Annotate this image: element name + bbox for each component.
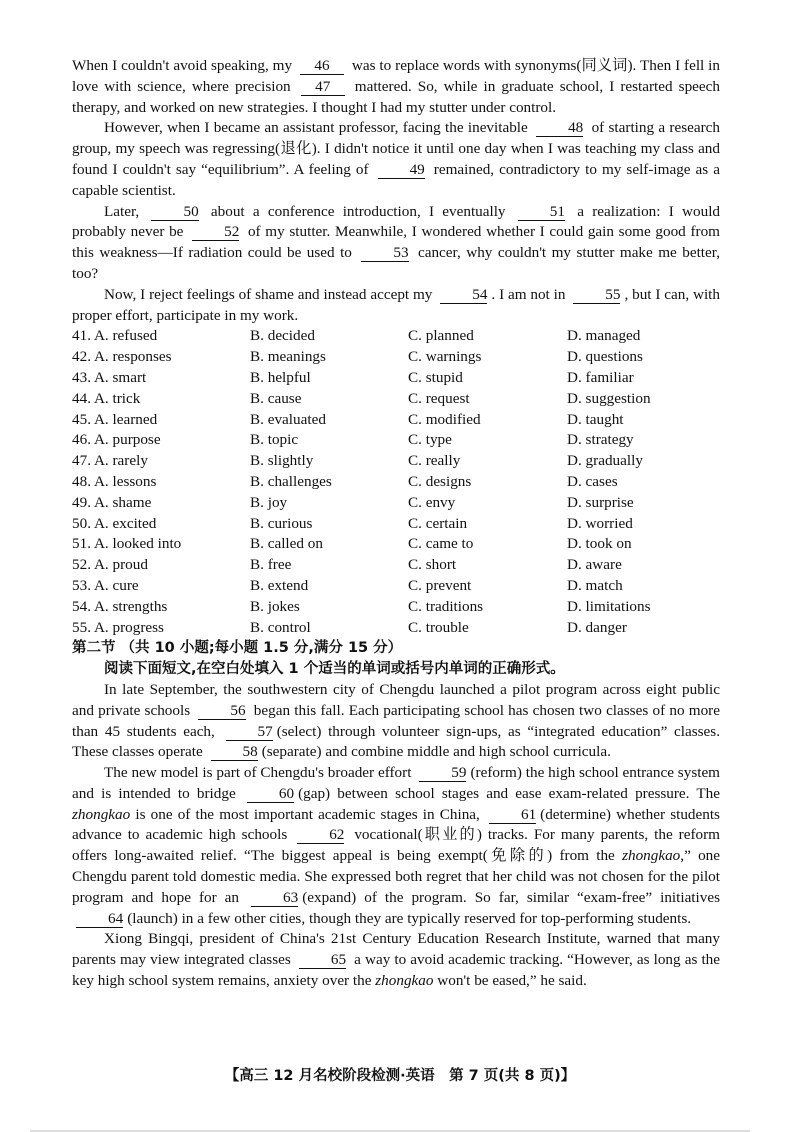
option-choice: D. worried xyxy=(567,514,633,532)
option-row xyxy=(72,472,720,493)
options-table xyxy=(72,326,720,638)
blank-64: 64 xyxy=(76,911,123,928)
option-row xyxy=(72,368,720,389)
blank-54: 54 xyxy=(440,287,487,304)
option-choice: B. decided xyxy=(250,327,315,345)
option-choice: D. match xyxy=(567,576,623,594)
option-choice: 52. A. proud xyxy=(72,556,148,574)
option-choice: B. helpful xyxy=(250,368,311,386)
option-choice: 55. A. progress xyxy=(72,618,164,636)
option-choice: D. strategy xyxy=(567,431,634,449)
option-choice: D. taught xyxy=(567,410,624,428)
option-choice: C. stupid xyxy=(408,368,463,386)
paragraph: In late September, the southwestern city of Chengdu launched a pilot program across eight public and private schools 56 began this fall. Each participating school has chosen two classes of no more than 45 students each, 57 (select) through volunteer sign-ups, as “integrated education” classes. These classes operate 58 (separate) and combine middle and high school curricula. xyxy=(72,680,720,761)
option-choice: C. certain xyxy=(408,514,468,532)
blank-47: 47 xyxy=(301,79,345,96)
option-choice: 49. A. shame xyxy=(72,493,152,511)
italic-term: zhongkao xyxy=(622,847,681,865)
section-2-title: 第二节 （共 10 小题;每小题 1.5 分,满分 15 分） xyxy=(72,640,403,657)
option-choice: D. managed xyxy=(567,327,641,345)
option-choice: C. planned xyxy=(408,327,474,345)
option-choice: B. evaluated xyxy=(250,410,326,428)
blank-65: 65 xyxy=(299,952,346,969)
option-choice: 41. A. refused xyxy=(72,327,158,345)
blank-63: 63 xyxy=(251,890,298,907)
option-choice: 51. A. looked into xyxy=(72,535,182,553)
option-row xyxy=(72,576,720,597)
option-choice: D. familiar xyxy=(567,368,634,386)
option-choice: B. slightly xyxy=(250,452,314,470)
option-row xyxy=(72,597,720,618)
option-choice: C. envy xyxy=(408,493,456,511)
option-choice: B. challenges xyxy=(250,472,332,490)
option-choice: D. aware xyxy=(567,556,622,574)
section-2-instruction: 阅读下面短文,在空白处填入 1 个适当的单词或括号内单词的正确形式。 xyxy=(104,661,565,678)
option-row xyxy=(72,514,720,535)
option-choice: D. gradually xyxy=(567,452,643,470)
option-choice: 44. A. trick xyxy=(72,389,141,407)
option-choice: 50. A. excited xyxy=(72,514,157,532)
option-choice: D. suggestion xyxy=(567,389,651,407)
option-choice: D. surprise xyxy=(567,493,634,511)
blank-62: 62 xyxy=(297,827,344,844)
paragraph: Xiong Bingqi, president of China's 21st Century Education Research Institute, warned that many parents may view integrated classes 65 a way to avoid academic tracking. “However, as long as the key high school system remains, anxiety over the zhongkao won't be eased,” he said. xyxy=(72,930,720,990)
option-row xyxy=(72,430,720,451)
blank-59: 59 xyxy=(419,765,466,782)
fill-in-passage xyxy=(72,680,720,992)
option-row xyxy=(72,347,720,368)
exam-page xyxy=(72,56,720,992)
option-choice: C. short xyxy=(408,556,457,574)
option-row xyxy=(72,326,720,347)
option-choice: B. extend xyxy=(250,576,309,594)
option-choice: C. modified xyxy=(408,410,481,428)
option-choice: B. control xyxy=(250,618,311,636)
option-row xyxy=(72,618,720,639)
option-choice: C. type xyxy=(408,431,452,449)
option-choice: C. request xyxy=(408,389,470,407)
option-choice: B. curious xyxy=(250,514,313,532)
blank-50: 50 xyxy=(151,204,198,221)
italic-term: zhongkao xyxy=(375,972,434,990)
option-row xyxy=(72,410,720,431)
blank-55: 55 xyxy=(573,287,620,304)
option-row xyxy=(72,493,720,514)
option-row xyxy=(72,555,720,576)
option-choice: C. prevent xyxy=(408,576,472,594)
paragraph: Now, I reject feelings of shame and instead accept my 54 . I am not in 55 , but I can, with proper effort, participate in my work. xyxy=(72,285,720,324)
page-footer: 【高三 12 月名校阶段检测·英语 第 7 页(共 8 页)】 xyxy=(224,1068,576,1084)
paragraph: Later, 50 about a conference introduction, I eventually 51 a realization: I would probably never be 52 of my stutter. Meanwhile, I wondered whether I could gain some good from this weakness—If radiation could be used to 53 cancer, why couldn't my stutter make me better, too? xyxy=(72,202,721,282)
option-row xyxy=(72,451,720,472)
option-choice: B. joy xyxy=(250,493,288,511)
blank-58: 58 xyxy=(211,744,258,761)
option-row xyxy=(72,389,720,410)
option-choice: C. came to xyxy=(408,535,474,553)
paragraph: When I couldn't avoid speaking, my 46 was to replace words with synonyms(同义词). Then I fell in love with science, where precision 47 mattered. So, while in graduate school, I restarted speech therapy, and worked on new strategies. I thought I had my stutter under control. xyxy=(72,57,720,116)
option-choice: D. cases xyxy=(567,472,618,490)
option-choice: B. free xyxy=(250,556,292,574)
option-choice: B. called on xyxy=(250,535,323,553)
blank-46: 46 xyxy=(300,58,344,75)
blank-49: 49 xyxy=(378,162,425,179)
italic-term: zhongkao xyxy=(72,805,131,823)
blank-56: 56 xyxy=(198,703,245,720)
blank-60: 60 xyxy=(247,786,294,803)
option-choice: 43. A. smart xyxy=(72,368,147,386)
option-choice: B. meanings xyxy=(250,348,326,366)
blank-51: 51 xyxy=(518,204,565,221)
option-choice: D. limitations xyxy=(567,597,651,615)
paragraph: However, when I became an assistant professor, facing the inevitable 48 of starting a research group, my speech was regressing(退化). I didn't notice it until one day when I was teaching my class and found I couldn't say “equilibrium”. A feeling of 49 remained, contradictory to my self-image as a capable scientist. xyxy=(72,119,720,199)
option-choice: C. trouble xyxy=(408,618,469,636)
option-choice: 46. A. purpose xyxy=(72,431,161,449)
option-choice: B. cause xyxy=(250,389,302,407)
option-choice: C. designs xyxy=(408,472,472,490)
option-choice: B. jokes xyxy=(250,597,300,615)
option-row xyxy=(72,534,720,555)
option-choice: 42. A. responses xyxy=(72,348,172,366)
blank-52: 52 xyxy=(192,224,239,241)
option-choice: C. traditions xyxy=(408,597,484,615)
paragraph: The new model is part of Chengdu's broader effort 59 (reform) the high school entrance system and is intended to bridge 60 (gap) between school stages and ease exam-related pressure. The zhongkao is one of the most important academic stages in China, 61 (determine) whether students advance to academic high schools 62 vocational(职业的) tracks. For many parents, the reform offers long-awaited relief. “The biggest appeal is being exempt(免除的) from the zhongkao,” one Chengdu parent told domestic media. She expressed both regret that her child was not chosen for the pilot program and hope for an 63 (expand) of the program. So far, similar “exam-free” initiatives 64 (launch) in a few other cities, though they are typically reserved for top-performing students. xyxy=(72,764,721,927)
option-choice: D. questions xyxy=(567,348,643,366)
option-choice: 48. A. lessons xyxy=(72,472,157,490)
blank-61: 61 xyxy=(489,807,536,824)
option-choice: 53. A. cure xyxy=(72,576,139,594)
blank-57: 57 xyxy=(226,724,273,741)
option-choice: 47. A. rarely xyxy=(72,452,148,470)
option-choice: 45. A. learned xyxy=(72,410,158,428)
option-choice: C. warnings xyxy=(408,348,482,366)
option-choice: D. danger xyxy=(567,618,627,636)
option-choice: D. took on xyxy=(567,535,632,553)
blank-53: 53 xyxy=(361,245,408,262)
option-choice: B. topic xyxy=(250,431,299,449)
blank-48: 48 xyxy=(536,120,583,137)
option-choice: 54. A. strengths xyxy=(72,597,168,615)
option-choice: C. really xyxy=(408,452,461,470)
cloze-passage xyxy=(72,56,720,326)
